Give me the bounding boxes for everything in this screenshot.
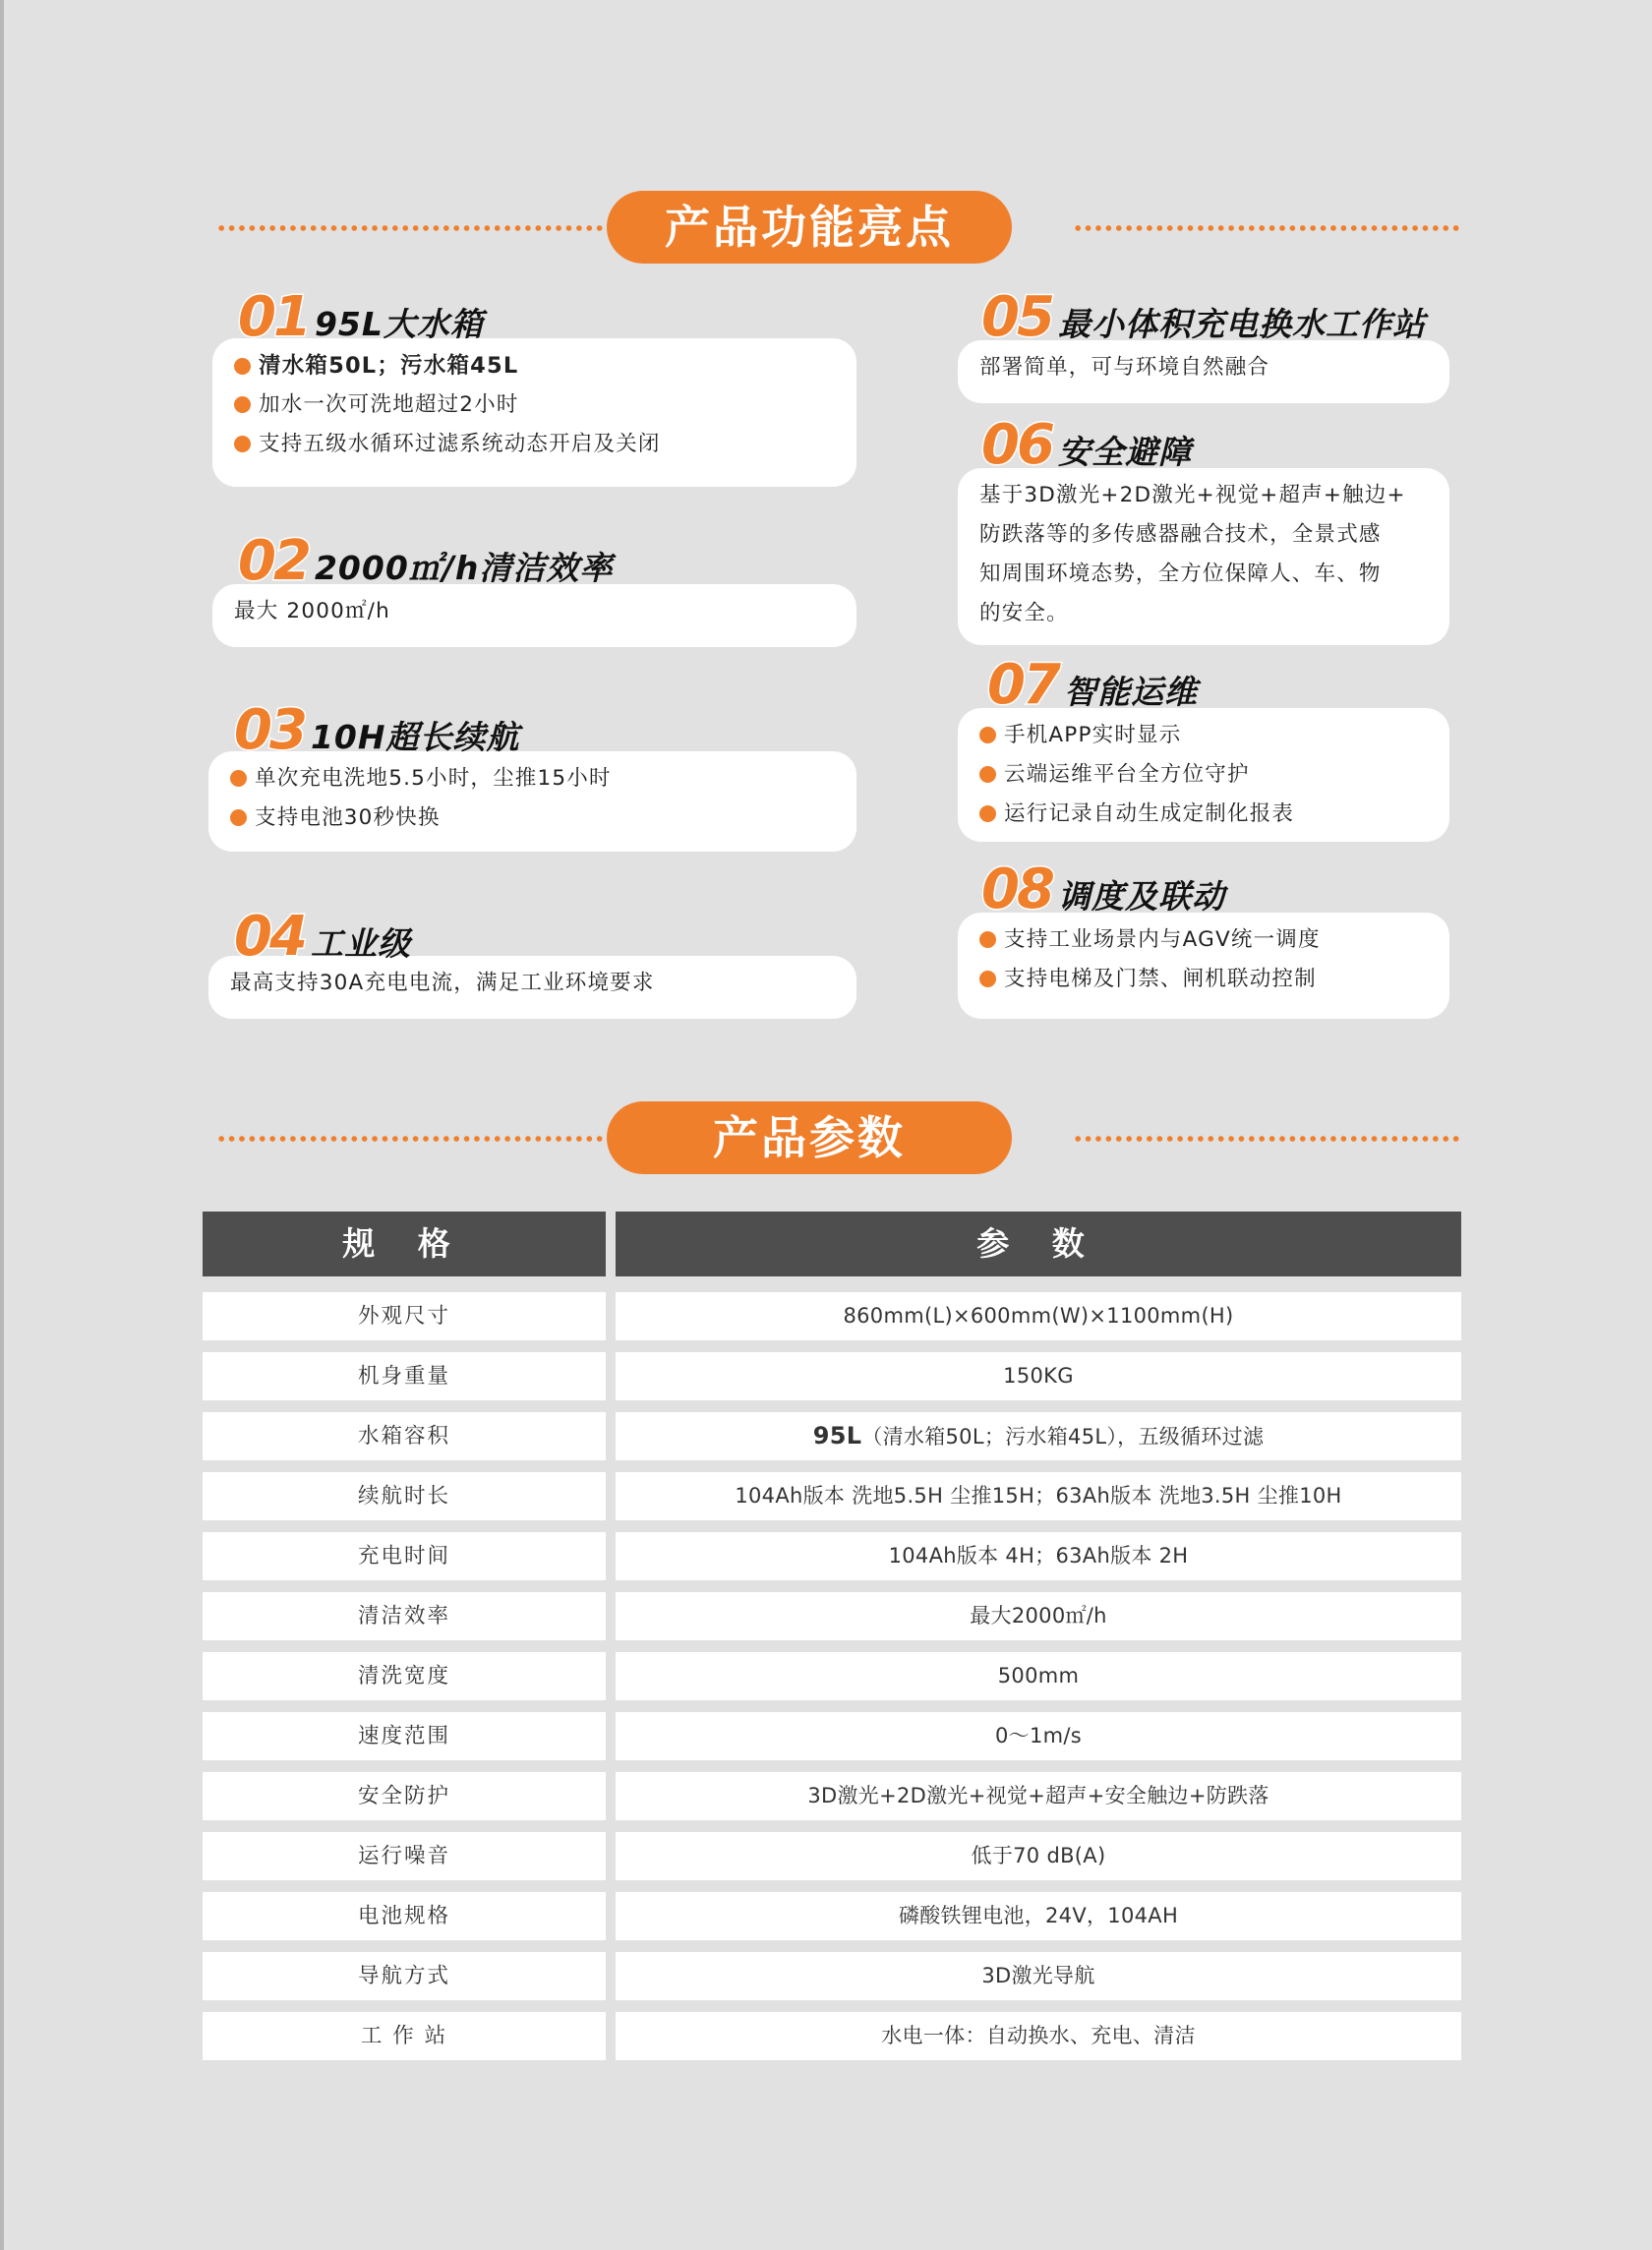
- feature-heading: [981, 858, 1225, 921]
- feature-heading: [238, 285, 484, 349]
- page-edge: [0, 0, 4, 2250]
- feature-card: [958, 340, 1449, 403]
- feature-line: 手机APP实时显示: [979, 716, 1428, 755]
- table-row: [203, 1832, 1461, 1892]
- feature-card: [958, 913, 1449, 1019]
- feature-line: 支持电池30秒快换: [230, 799, 835, 838]
- feature-line: 支持电梯及门禁、闸机联动控制: [979, 960, 1428, 999]
- feature-number: 04: [234, 905, 305, 969]
- feature-line: 最大 2000㎡/h: [234, 599, 390, 623]
- feature-card: [208, 956, 856, 1019]
- feature-02: [212, 529, 856, 647]
- feature-line: 清水箱50L；污水箱45L: [234, 346, 835, 385]
- feature-number: 03: [234, 698, 305, 762]
- feature-line: 单次充电洗地5.5小时，尘推15小时: [230, 759, 835, 799]
- spec-value: 0～1m/s: [616, 1712, 1461, 1760]
- feature-line: 支持五级水循环过滤系统动态开启及关闭: [234, 425, 835, 464]
- table-row: [203, 2012, 1461, 2072]
- feature-heading: [987, 653, 1198, 717]
- spec-value: 3D激光导航: [616, 1952, 1461, 2000]
- feature-line: 的安全。: [979, 601, 1069, 625]
- feature-07: [958, 653, 1449, 842]
- feature-line: 最高支持30A充电电流，满足工业环境要求: [230, 971, 655, 995]
- spec-table-header: [203, 1212, 1461, 1280]
- bullet-icon: [234, 396, 251, 413]
- table-row: [203, 1952, 1461, 2012]
- dotted-divider-left: [216, 1135, 605, 1143]
- spec-value-rest: （清水箱50L；污水箱45L），五级循环过滤: [861, 1425, 1265, 1449]
- bullet-icon: [234, 436, 251, 452]
- spec-label: 工 作 站: [203, 2012, 606, 2060]
- feature-heading: [981, 285, 1426, 349]
- spec-label: 清洗宽度: [203, 1652, 606, 1700]
- feature-number: 02: [238, 529, 309, 593]
- spec-value: [616, 1412, 1461, 1460]
- table-row: [203, 1592, 1461, 1652]
- feature-03: [208, 698, 856, 852]
- feature-line: 支持工业场景内与AGV统一调度: [979, 920, 1428, 960]
- feature-number: 07: [987, 653, 1058, 717]
- feature-heading: [238, 529, 614, 593]
- features-section-title: 产品功能亮点: [607, 191, 1012, 264]
- column-header-spec: 规 格: [203, 1212, 606, 1276]
- params-section-header: [205, 1101, 1461, 1174]
- spec-label: 外观尺寸: [203, 1292, 606, 1340]
- spec-label: 机身重量: [203, 1352, 606, 1400]
- spec-label: 导航方式: [203, 1952, 606, 2000]
- feature-04: [208, 905, 856, 1019]
- table-row: [203, 1652, 1461, 1712]
- table-row: [203, 1292, 1461, 1352]
- feature-title: 安全避障: [1057, 433, 1192, 471]
- dotted-divider-right: [1073, 224, 1461, 232]
- spec-value: 104Ah版本 洗地5.5H 尘推15H；63Ah版本 洗地3.5H 尘推10H: [616, 1472, 1461, 1520]
- bullet-icon: [234, 358, 251, 375]
- feature-line: 部署简单，可与环境自然融合: [979, 355, 1270, 380]
- spec-value: 150KG: [616, 1352, 1461, 1400]
- feature-05: [958, 285, 1449, 403]
- spec-value: 104Ah版本 4H；63Ah版本 2H: [616, 1532, 1461, 1580]
- feature-line: 云端运维平台全方位守护: [979, 755, 1428, 795]
- spec-value-bold: 95L: [812, 1422, 862, 1450]
- feature-08: [958, 858, 1449, 1019]
- feature-number: 08: [981, 858, 1052, 921]
- spec-value: 860mm(L)×600mm(W)×1100mm(H): [616, 1292, 1461, 1340]
- spec-value: 水电一体：自动换水、充电、清洁: [616, 2012, 1461, 2060]
- spec-label: 安全防护: [203, 1772, 606, 1820]
- feature-card: [212, 584, 856, 647]
- spec-value: 低于70 dB(A): [616, 1832, 1461, 1880]
- bullet-icon: [230, 809, 247, 826]
- feature-title: 智能运维: [1063, 673, 1198, 711]
- bullet-icon: [230, 770, 247, 787]
- spec-value: 磷酸铁锂电池，24V，104AH: [616, 1892, 1461, 1940]
- feature-line: 基于3D激光+2D激光+视觉+超声+触边+: [979, 483, 1406, 507]
- spec-label: 充电时间: [203, 1532, 606, 1580]
- dotted-divider-right: [1073, 1135, 1461, 1143]
- feature-01: [212, 285, 856, 487]
- feature-card: [208, 751, 856, 852]
- spec-value: 500mm: [616, 1652, 1461, 1700]
- bullet-icon: [979, 971, 996, 987]
- feature-card: [212, 338, 856, 487]
- features-section-header: [205, 191, 1461, 264]
- params-section-title: 产品参数: [607, 1101, 1012, 1174]
- bullet-icon: [979, 727, 996, 743]
- spec-label: 运行噪音: [203, 1832, 606, 1880]
- spec-value: 3D激光+2D激光+视觉+超声+安全触边+防跌落: [616, 1772, 1461, 1820]
- spec-label: 续航时长: [203, 1472, 606, 1520]
- bullet-icon: [979, 766, 996, 783]
- feature-line: 运行记录自动生成定制化报表: [979, 795, 1428, 834]
- feature-card: [958, 468, 1449, 645]
- feature-heading: [981, 413, 1192, 477]
- feature-number: 01: [238, 285, 309, 349]
- table-row: [203, 1712, 1461, 1772]
- dotted-divider-left: [216, 224, 605, 232]
- feature-heading: [234, 905, 411, 969]
- spec-label: 电池规格: [203, 1892, 606, 1940]
- feature-line: 防跌落等的多传感器融合技术，全景式感: [979, 522, 1382, 547]
- table-row: [203, 1412, 1461, 1472]
- feature-line: 加水一次可洗地超过2小时: [234, 385, 835, 425]
- feature-title: 调度及联动: [1057, 877, 1225, 916]
- feature-number: 06: [981, 413, 1052, 477]
- bullet-icon: [979, 931, 996, 948]
- feature-number: 05: [981, 285, 1052, 349]
- table-row: [203, 1892, 1461, 1952]
- table-row: [203, 1532, 1461, 1592]
- feature-title: 最小体积充电换水工作站: [1057, 305, 1426, 343]
- feature-title: 10H超长续航: [310, 718, 520, 756]
- spec-label: 水箱容积: [203, 1412, 606, 1460]
- spec-label: 速度范围: [203, 1712, 606, 1760]
- column-header-value: 参 数: [616, 1212, 1461, 1276]
- spec-label: 清洁效率: [203, 1592, 606, 1640]
- table-row: [203, 1472, 1461, 1532]
- feature-title: 95L大水箱: [314, 305, 484, 343]
- table-row: [203, 1352, 1461, 1412]
- feature-line: 知周围环境态势，全方位保障人、车、物: [979, 562, 1382, 586]
- feature-06: [958, 413, 1449, 645]
- feature-card: [958, 708, 1449, 842]
- spec-table: [203, 1212, 1461, 2072]
- feature-heading: [234, 698, 520, 762]
- feature-title: 工业级: [310, 924, 411, 963]
- spec-value: 最大2000㎡/h: [616, 1592, 1461, 1640]
- table-row: [203, 1772, 1461, 1832]
- bullet-icon: [979, 805, 996, 822]
- feature-title: 2000㎡/h清洁效率: [314, 549, 614, 587]
